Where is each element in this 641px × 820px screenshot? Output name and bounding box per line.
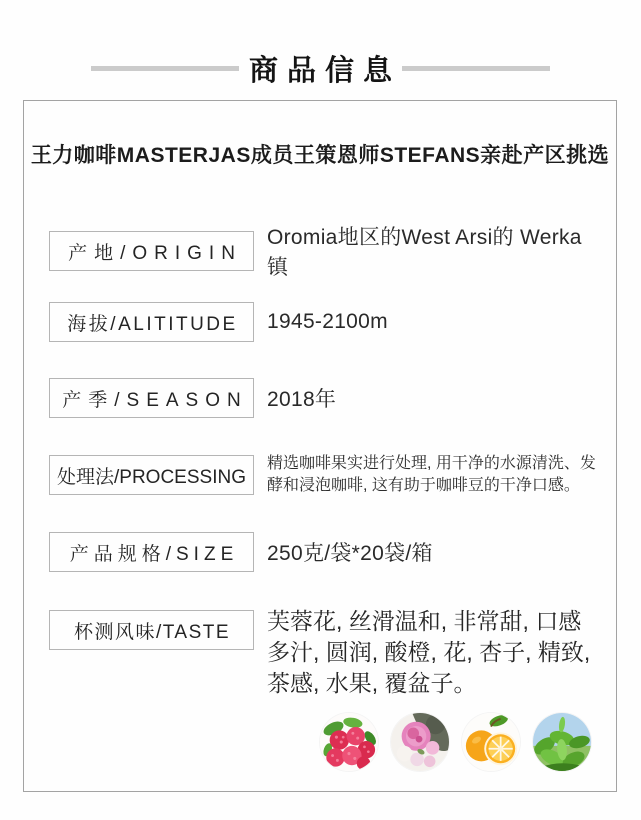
raspberry-image: [320, 713, 378, 771]
flavor-gallery: [320, 713, 591, 771]
spec-label-processing: 处理法/PROCESSING: [49, 455, 254, 495]
title-rule-left: [91, 66, 239, 71]
spec-value-taste: 芙蓉花, 丝滑温和, 非常甜, 口感多汁, 圆润, 酸橙, 花, 杏子, 精致, 茶感, 水果, 覆盆子。: [267, 608, 591, 696]
page-title: 商品信息: [248, 54, 401, 87]
flower-image: [391, 713, 449, 771]
spec-row-origin: [49, 221, 602, 281]
section-title-bar: [0, 40, 641, 96]
tea-leaves-image: [533, 713, 591, 771]
spec-row-size: [49, 532, 602, 572]
spec-value-altitude: 1945-2100m: [267, 310, 388, 333]
headline: 王力咖啡MASTERJAS成员王策恩师STEFANS亲赴产区挑选: [30, 144, 610, 167]
spec-row-processing: [49, 455, 602, 497]
spec-label-taste: 杯测风味/TASTE: [49, 610, 254, 650]
spec-label-size: 产品规格/SIZE: [49, 532, 254, 572]
spec-label-altitude: 海拔/ALITITUDE: [49, 302, 254, 342]
spec-value-season: 2018年: [267, 388, 337, 411]
orange-image: [462, 713, 520, 771]
spec-label-origin: 产地/ORIGIN: [49, 231, 254, 271]
spec-label-season: 产季/SEASON: [49, 378, 254, 418]
title-rule-right: [402, 66, 550, 71]
spec-value-origin: Oromia地区的West Arsi的 Werka镇: [267, 226, 582, 279]
spec-row-season: [49, 378, 602, 418]
spec-value-size: 250克/袋*20袋/箱: [267, 542, 433, 565]
spec-value-processing: 精选咖啡果实进行处理, 用干净的水源清洗、发酵和浸泡咖啡, 这有助于咖啡豆的干净口感。: [267, 455, 596, 494]
spec-row-altitude: [49, 302, 602, 342]
spec-row-taste: [49, 610, 602, 699]
product-info-box: [23, 100, 617, 792]
